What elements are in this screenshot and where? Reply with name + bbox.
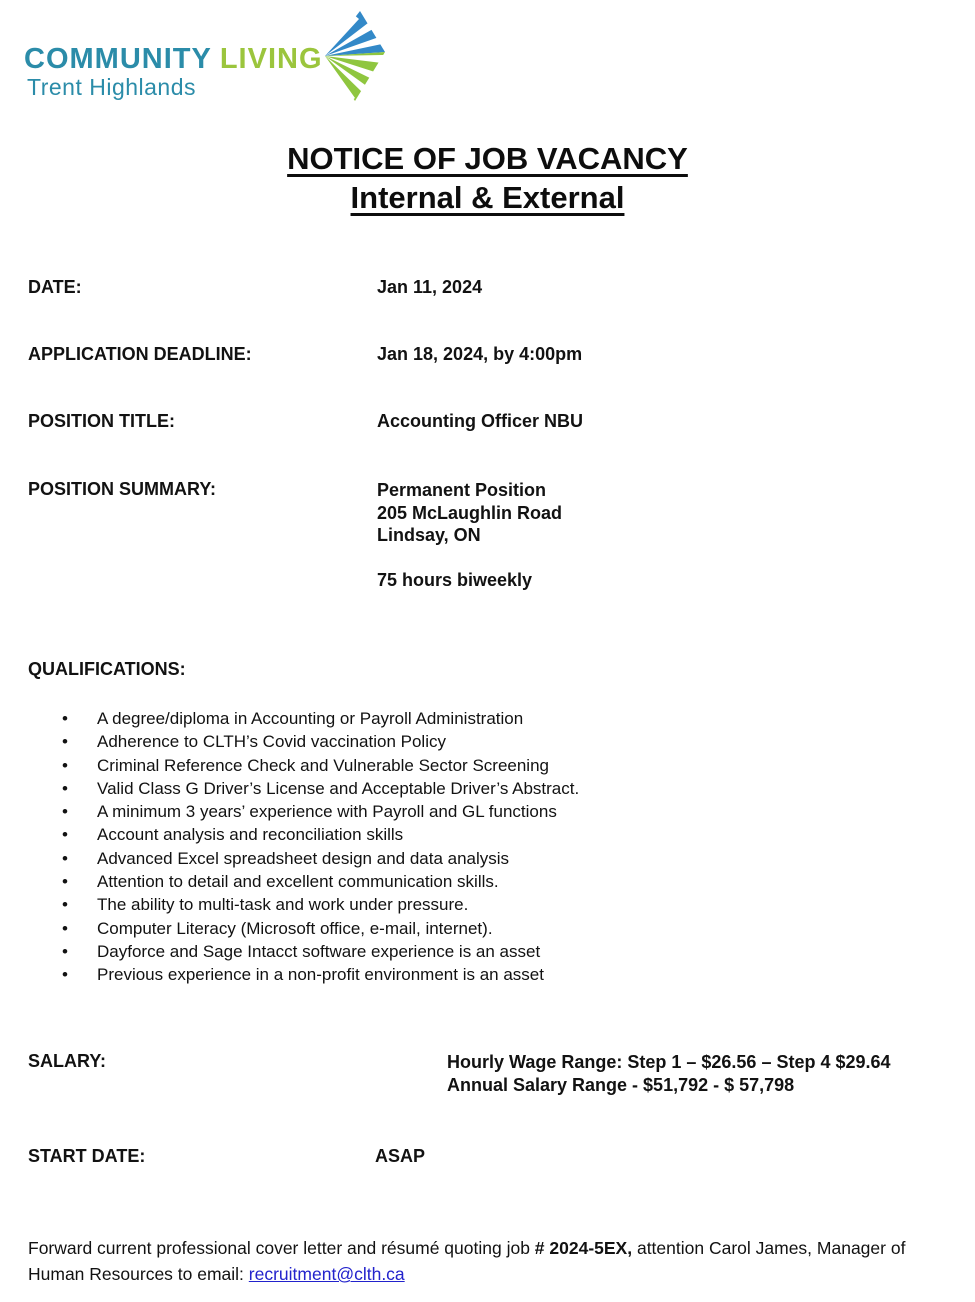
qualification-text: The ability to multi-task and work under pressure. bbox=[97, 895, 469, 915]
qualification-item bbox=[62, 754, 579, 777]
field-value-application-deadline: Jan 18, 2024, by 4:00pm bbox=[377, 344, 583, 364]
field-label-start-date: START DATE: bbox=[28, 1146, 146, 1166]
bullet-icon: • bbox=[62, 872, 68, 892]
summary-line-city: Lindsay, ON bbox=[377, 525, 481, 545]
application-instructions bbox=[28, 1235, 943, 1287]
bullet-icon: • bbox=[62, 755, 68, 775]
qualification-text: Adherence to CLTH’s Covid vaccination Policy bbox=[97, 732, 446, 752]
qualification-text: Criminal Reference Check and Vulnerable Sector Screening bbox=[97, 755, 549, 775]
job-number: # 2024-5EX, bbox=[534, 1238, 633, 1258]
field-label-position-title: POSITION TITLE: bbox=[28, 411, 175, 431]
salary-annual-range: Annual Salary Range - $51,792 - $ 57,798 bbox=[447, 1075, 795, 1095]
recruitment-email-link[interactable]: recruitment@clth.ca bbox=[248, 1264, 405, 1284]
field-label-position-summary: POSITION SUMMARY: bbox=[28, 479, 216, 499]
qualification-item bbox=[62, 940, 579, 963]
qualification-item bbox=[62, 870, 579, 893]
summary-line-permanent: Permanent Position bbox=[377, 480, 547, 500]
qualification-item bbox=[62, 707, 579, 730]
logo-word-living: living bbox=[219, 31, 323, 77]
field-value-start-date: ASAP bbox=[375, 1146, 426, 1166]
field-label-application-deadline: APPLICATION DEADLINE: bbox=[28, 344, 252, 364]
field-value-position-summary bbox=[377, 479, 562, 591]
qualification-text: Account analysis and reconciliation skills bbox=[97, 825, 404, 845]
bullet-icon: • bbox=[62, 965, 68, 985]
bullet-icon: • bbox=[62, 732, 68, 752]
community-living-diamond-logo-icon bbox=[323, 10, 387, 102]
summary-line-hours: 75 hours biweekly bbox=[377, 569, 533, 590]
bullet-icon: • bbox=[62, 802, 68, 822]
logo-subtitle: Trent Highlands bbox=[27, 74, 197, 100]
qualification-item bbox=[62, 800, 579, 823]
notice-title-line2: Internal & External bbox=[350, 180, 625, 215]
field-label-date: DATE: bbox=[28, 277, 82, 297]
summary-line-address: 205 McLaughlin Road bbox=[377, 502, 563, 523]
notice-title bbox=[0, 139, 975, 217]
qualifications-heading: QUALIFICATIONS: bbox=[28, 659, 186, 679]
bullet-icon: • bbox=[62, 941, 68, 961]
qualification-text: Previous experience in a non-profit environment is an asset bbox=[97, 965, 544, 985]
qualification-item bbox=[62, 730, 579, 753]
bullet-icon: • bbox=[62, 895, 68, 915]
field-value-position-title: Accounting Officer NBU bbox=[377, 411, 584, 431]
qualification-text: Valid Class G Driver’s License and Acceptable Driver’s Abstract. bbox=[97, 778, 580, 798]
qualifications-list bbox=[62, 707, 579, 987]
qualification-item bbox=[62, 847, 579, 870]
bullet-icon: • bbox=[62, 709, 68, 728]
bullet-icon: • bbox=[62, 918, 68, 938]
field-value-salary bbox=[447, 1051, 891, 1097]
qualification-item bbox=[62, 893, 579, 916]
logo-brand-name bbox=[24, 31, 323, 77]
footer-text-before-job: Forward current professional cover letter and résumé quoting job bbox=[28, 1238, 535, 1258]
qualification-text: A degree/diploma in Accounting or Payroll Administration bbox=[97, 709, 524, 728]
bullet-icon: • bbox=[62, 825, 68, 845]
field-label-salary: SALARY: bbox=[28, 1051, 106, 1071]
footer-text-after-job: attention Carol James, Manager of Human Resources to email: bbox=[28, 1238, 906, 1284]
qualification-item bbox=[62, 777, 579, 800]
bullet-icon: • bbox=[62, 848, 68, 868]
qualification-text: Dayforce and Sage Intacct software experience is an asset bbox=[97, 941, 541, 961]
bullet-icon: • bbox=[62, 778, 68, 798]
qualification-text: Computer Literacy (Microsoft office, e-mail, internet). bbox=[97, 918, 493, 938]
salary-hourly-range: Hourly Wage Range: Step 1 – $26.56 – Step 4 $29.64 bbox=[447, 1052, 891, 1072]
qualification-item bbox=[62, 823, 579, 846]
qualification-item bbox=[62, 963, 579, 986]
qualification-text: Attention to detail and excellent communication skills. bbox=[97, 872, 499, 892]
notice-title-line1: NOTICE OF JOB VACANCY bbox=[287, 141, 688, 176]
field-value-date: Jan 11, 2024 bbox=[377, 277, 483, 297]
qualification-text: A minimum 3 years’ experience with Payroll and GL functions bbox=[97, 802, 557, 822]
qualification-item bbox=[62, 917, 579, 940]
logo-word-community: community bbox=[24, 31, 212, 77]
qualification-text: Advanced Excel spreadsheet design and data analysis bbox=[97, 848, 510, 868]
